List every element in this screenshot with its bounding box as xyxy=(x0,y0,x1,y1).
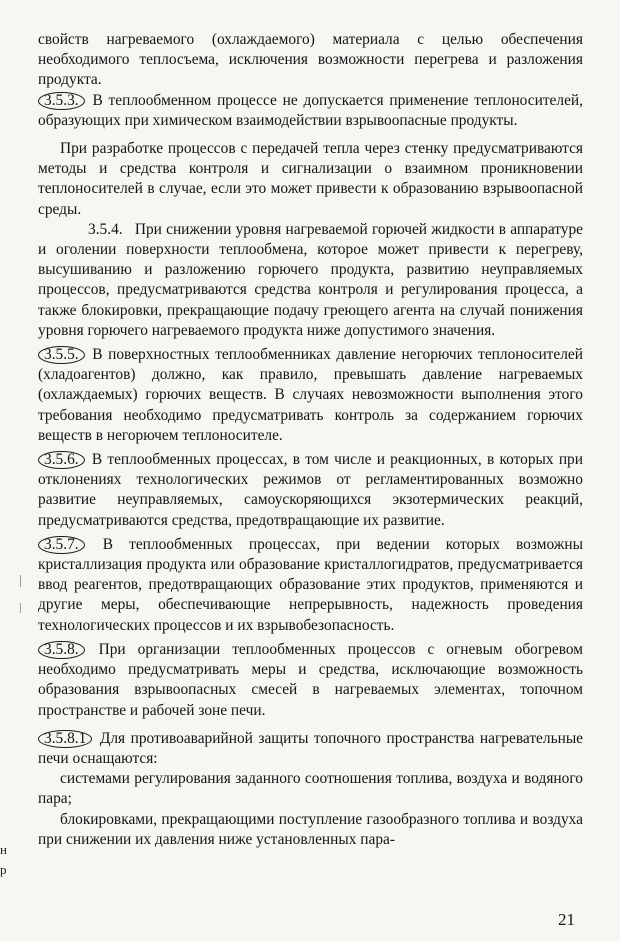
paragraph-3-5-7 xyxy=(38,535,583,636)
paragraph-text: Для противоаварийной защиты топочного пространства нагревательные печи оснащаются: xyxy=(38,729,583,767)
list-item-regulation-systems xyxy=(38,769,583,809)
paragraph-text: свойств нагреваемого (охлаждаемого) материала с целью обеспечения необходимого теплосъема, исключения возможности перегрева и разложения продукта. xyxy=(38,31,583,89)
paragraph-3-5-8-1 xyxy=(38,729,583,769)
circled-section-number: 3.5.6. xyxy=(38,451,85,469)
paragraph-heat-transfer-wall xyxy=(38,139,583,220)
document-body xyxy=(38,30,583,850)
paragraph-text: При разработке процессов с передачей тепла через стенку предусматриваются методы и средства контроля и сигнализации о взаимном проникновении теплоносителей в случае, если это может привести к образованию взрывоопасной среды. xyxy=(38,140,583,218)
paragraph-text: В поверхностных теплообменниках давление негорючих теплоносителей (хладоагентов) должно, как правило, превышать давление нагреваемых (охлаждаемых) горючих веществ. В случаях невозможности выполнения этого требования необходимо предусматривать контроль за содержанием горючих веществ в негорючем теплоносителе. xyxy=(38,346,583,444)
circled-section-number: 3.5.5. xyxy=(38,346,85,364)
paragraph-text: системами регулирования заданного соотношения топлива, воздуха и водяного пара; xyxy=(38,770,583,808)
circled-section-number: 3.5.3. xyxy=(38,92,85,110)
paragraph-3-5-4 xyxy=(38,220,583,341)
paragraph-3-5-6 xyxy=(38,450,583,531)
section-number: 3.5.4. xyxy=(88,220,123,238)
paragraph-text: В теплообменном процессе не допускается применение теплоносителей, образующих при химическом взаимодействии взрывоопасные продукты. xyxy=(38,91,583,129)
paragraph-text: При организации теплообменных процессов с огневым обогревом необходимо предусматривать меры и средства, исключающие возможность образования взрывоопасных смесей в нагреваемых элементах, топочном пространстве и рабочей зоне печи. xyxy=(38,640,583,719)
paragraph-3-5-3 xyxy=(38,91,583,131)
circled-section-number: 3.5.7. xyxy=(38,536,85,554)
paragraph-text: В теплообменных процессах, при ведении которых возможны кристаллизация продукта или образование кристаллогидратов, предусматривается ввод реагентов, предотвращающих образование этих продуктов, применяются и другие меры, обеспечивающие непрерывность, надежность проведения технологических процессов и их взрывобезопасность. xyxy=(38,535,583,634)
paragraph-text: В теплообменных процессах, в том числе и реакционных, в которых при отклонениях технологических режимов от регламентированных возможно развитие неуправляемых, самоускоряющихся экзотермических реакций, предусматриваются средства, предотвращающие их развитие. xyxy=(38,451,583,529)
left-margin-marks xyxy=(0,840,7,880)
list-item-blockings xyxy=(38,810,583,850)
page-number: 21 xyxy=(558,910,575,929)
scan-artifact-mark xyxy=(20,603,21,613)
paragraph-3-5-8 xyxy=(38,640,583,721)
circled-section-number: 3.5.8.1 xyxy=(38,730,92,748)
margin-mark: р xyxy=(0,862,7,877)
margin-mark: н xyxy=(0,842,7,857)
circled-section-number: 3.5.8. xyxy=(38,641,85,659)
paragraph-intro-continuation xyxy=(38,30,583,91)
paragraph-text: При снижении уровня нагреваемой горючей жидкости в аппаратуре и оголении поверхности теплообмена, которое может привести к перегреву, высушиванию и разложению горючего продукта, развитию неуправляемых процессов, предусматриваются средства контроля и регулирования процесса, а также блокировки, прекращающие подачу греющего агента на случай понижения уровня горючего нагреваемого продукта ниже допустимого значения. xyxy=(38,220,583,339)
paragraph-text: блокировками, прекращающими поступление газообразного топлива и воздуха при снижении их давления ниже установленных пара- xyxy=(38,810,583,848)
scan-artifact-mark xyxy=(20,575,21,587)
paragraph-3-5-5 xyxy=(38,345,583,446)
